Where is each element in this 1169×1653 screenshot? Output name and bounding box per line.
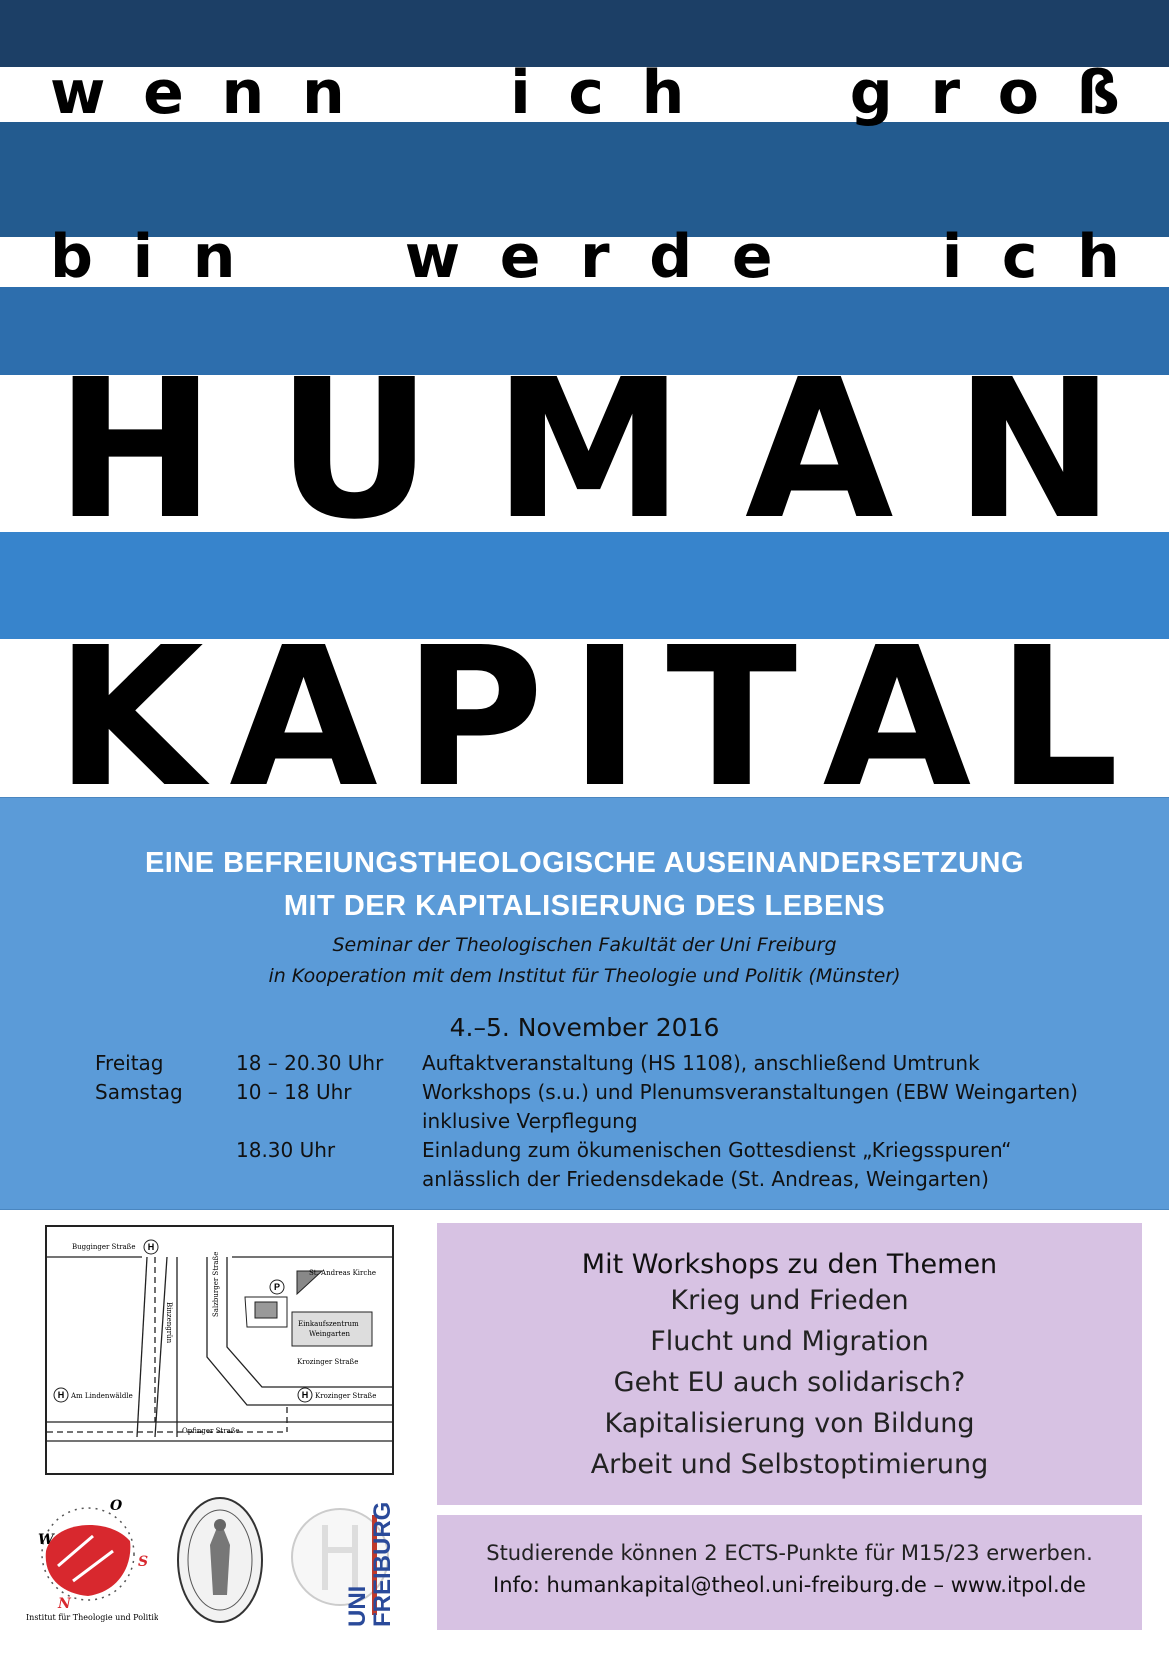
headline-letter: c	[568, 58, 604, 128]
schedule-time: 18.30 Uhr	[236, 1138, 336, 1162]
headline-letter: e	[731, 222, 773, 292]
workshop-box	[437, 1223, 1142, 1505]
svg-text:H: H	[57, 1390, 65, 1400]
label-opfinger: Opfinger Straße	[182, 1427, 240, 1435]
label-salzburger: Salzburger Straße	[212, 1251, 220, 1317]
headline-letter: d	[649, 222, 693, 292]
schedule-description: Workshops (s.u.) und Plenumsveranstaltungen (EBW Weingarten)	[422, 1080, 1078, 1104]
ects-note: Studierende können 2 ECTS-Punkte für M15/23 erwerben.	[486, 1541, 1093, 1565]
title-letter: U	[276, 338, 433, 562]
title-letter: T	[666, 606, 794, 830]
headline-letter: w	[50, 58, 106, 128]
title-letter: K	[55, 606, 200, 830]
logo-itp	[18, 1496, 158, 1631]
credits-box	[437, 1515, 1142, 1630]
svg-text:W: W	[38, 1532, 54, 1548]
headline-letter: o	[997, 58, 1039, 128]
title-letter: A	[229, 606, 374, 830]
headline-letter: ß	[1076, 58, 1120, 128]
label-einkauf-2: Weingarten	[309, 1330, 350, 1338]
location-map	[45, 1225, 394, 1475]
headline-letter: n	[221, 58, 265, 128]
title-letter: M	[493, 338, 685, 562]
headline-line-2	[50, 222, 1120, 292]
headline-letter: w	[404, 222, 461, 292]
headline-letter: c	[1001, 222, 1038, 292]
headline-letter: i	[941, 222, 963, 292]
schedule-description: Auftaktveranstaltung (HS 1108), anschließend Umtrunk	[422, 1051, 980, 1075]
workshop-topic: Krieg und Frieden	[670, 1285, 909, 1316]
label-kirche: St. Andreas Kirche	[309, 1269, 376, 1277]
workshop-topic: Geht EU auch solidarisch?	[613, 1367, 966, 1398]
svg-text:P: P	[273, 1282, 281, 1292]
workshop-topic: Kapitalisierung von Bildung	[604, 1408, 975, 1439]
headline-letter: n	[301, 58, 345, 128]
svg-text:FREIBURG: FREIBURG	[369, 1501, 396, 1627]
contact-info: Info: humankapital@theol.uni-freiburg.de – www.itpol.de	[493, 1573, 1086, 1597]
label-bugginger: Bugginger Straße	[72, 1243, 136, 1251]
headline-letter: r	[930, 58, 961, 128]
band-2	[0, 122, 1169, 237]
top-band	[0, 0, 1169, 67]
map-drawing	[47, 1227, 392, 1473]
itp-name: Institut für Theologie und Politik	[26, 1613, 158, 1622]
workshop-heading: Mit Workshops zu den Themen	[581, 1249, 998, 1280]
headline-letter: e	[143, 58, 184, 128]
label-lindenwaeldle: Am Lindenwäldle	[71, 1392, 133, 1400]
headline-letter: e	[499, 222, 541, 292]
label-krozinger: Krozinger Straße	[297, 1358, 359, 1366]
logo-faculty-seal	[175, 1495, 265, 1625]
svg-text:H: H	[147, 1242, 155, 1252]
seminar-line-2: in Kooperation mit dem Institut für Theologie und Politik (Münster)	[268, 965, 901, 987]
svg-text:UNI: UNI	[344, 1585, 371, 1627]
headline-letter: g	[849, 58, 893, 128]
headline-letter: i	[132, 222, 154, 292]
schedule-time: 10 – 18 Uhr	[236, 1080, 352, 1104]
headline-letter: r	[580, 222, 610, 292]
title-letter: N	[954, 338, 1115, 562]
title-letter: A	[822, 606, 968, 830]
headline-letter: b	[50, 222, 93, 292]
subtitle-2: MIT DER KAPITALISIERUNG DES LEBENS	[283, 890, 886, 922]
schedule-description: inklusive Verpflegung	[422, 1109, 638, 1133]
title-letter: L	[996, 606, 1115, 830]
svg-text:S: S	[138, 1554, 149, 1570]
title-letter: H	[55, 338, 216, 562]
schedule-time: 18 – 20.30 Uhr	[236, 1051, 384, 1075]
event-date: 4.–5. November 2016	[449, 1013, 720, 1042]
title-letter: I	[569, 606, 637, 830]
headline-letter: h	[1077, 222, 1120, 292]
workshop-topic: Flucht und Migration	[650, 1326, 929, 1357]
headline-line-1	[50, 58, 1120, 128]
schedule-day: Freitag	[95, 1051, 164, 1075]
seminar-line-1: Seminar der Theologischen Fakultät der Uni Freiburg	[332, 934, 837, 956]
label-binzengruen: Binzengrün	[165, 1302, 173, 1344]
workshop-topic: Arbeit und Selbstoptimierung	[590, 1449, 989, 1480]
svg-text:O: O	[110, 1498, 123, 1514]
headline-letter: h	[641, 58, 685, 128]
title-letter: A	[744, 338, 894, 562]
title-letter: P	[403, 606, 540, 830]
schedule-description: anlässlich der Friedensdekade (St. Andreas, Weingarten)	[422, 1167, 989, 1191]
workshop-list	[437, 1280, 1142, 1485]
label-einkauf-1: Einkaufszentrum	[298, 1320, 359, 1328]
title-human	[55, 338, 1115, 562]
schedule-description: Einladung zum ökumenischen Gottesdienst „Kriegsspuren“	[422, 1138, 1012, 1162]
label-krozinger-stop: Krozinger Straße	[315, 1392, 377, 1400]
headline-letter: i	[510, 58, 531, 128]
mall-shape	[292, 1312, 372, 1346]
logo-uni-freiburg	[290, 1495, 410, 1630]
svg-text:N: N	[58, 1596, 71, 1612]
subtitle-1: EINE BEFREIUNGSTHEOLOGISCHE AUSEINANDERSETZUNG	[144, 847, 1025, 879]
schedule-day: Samstag	[95, 1080, 183, 1104]
headline-letter: n	[192, 222, 236, 292]
svg-text:H: H	[301, 1390, 309, 1400]
title-kapital	[55, 606, 1115, 830]
